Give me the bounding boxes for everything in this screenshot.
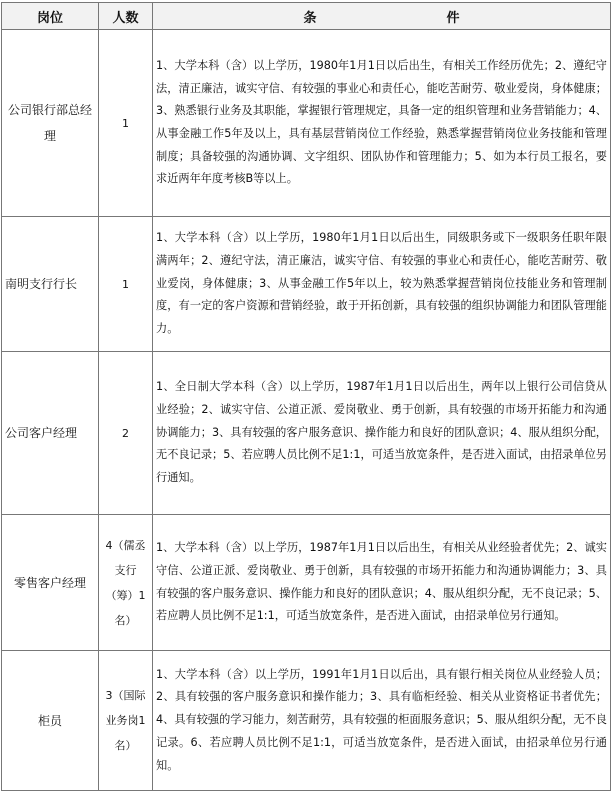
table-row <box>2 217 611 352</box>
header-position: 岗位 <box>2 3 99 30</box>
table-row <box>2 515 611 651</box>
requirements-cell: 1、大学本科（含）以上学历，1980年1月1日以后出生，有相关工作经历优先；2、遵纪守法，清正廉洁，诚实守信、有较强的事业心和责任心，能吃苦耐劳、敬业爱岗，身体健康；3、熟悉银行业务及其职能，掌握银行管理规定，具备一定的组织管理和业务营销能力；4、从事金融工作5年及以上，具有基层营销岗位工作经验，熟悉掌握营销岗位业务技能和管理制度；具备较强的沟通协调、文字组织、团队协作和管理能力；5、如为本行员工报名，要求近两年年度考核B等以上。 <box>153 30 611 217</box>
table-row <box>2 651 611 791</box>
recruitment-table <box>1 2 611 791</box>
count-cell: 2 <box>99 352 153 515</box>
header-conditions <box>153 3 611 30</box>
header-count: 人数 <box>99 3 153 30</box>
header-cond-right: 件 <box>446 10 460 26</box>
count-cell: 1 <box>99 30 153 217</box>
requirements-cell: 1、大学本科（含）以上学历，1987年1月1日以后出生，有相关从业经验者优先；2、诚实守信、公道正派、爱岗敬业、勇于创新，具有较强的市场开拓能力和沟通协调能力；3、具有较强的客户服务意识、操作能力和良好的团队意识；4、服从组织分配，无不良记录；5、若应聘人员比例不足1:1，可适当放宽条件，是否进入面试，由招录单位另行通知。 <box>153 515 611 651</box>
header-cond-left: 条 <box>303 10 317 26</box>
position-cell: 柜员 <box>2 651 99 791</box>
count-cell: 3（国际业务岗1名） <box>99 651 153 791</box>
position-cell: 零售客户经理 <box>2 515 99 651</box>
count-cell: 1 <box>99 217 153 352</box>
requirements-cell: 1、全日制大学本科（含）以上学历，1987年1月1日以后出生，两年以上银行公司信贷从业经验；2、诚实守信、公道正派、爱岗敬业、勇于创新，具有较强的市场开拓能力和沟通协调能力；3、具有较强的客户服务意识、操作能力和良好的团队意识；4、服从组织分配，无不良记录；5、若应聘人员比例不足1:1，可适当放宽条件，是否进入面试，由招录单位另行通知。 <box>153 352 611 515</box>
position-cell: 公司银行部总经理 <box>2 30 99 217</box>
count-cell: 4（儒丞支行（筹）1名） <box>99 515 153 651</box>
position-cell: 南明支行行长 <box>2 217 99 352</box>
table-header-row <box>2 3 611 30</box>
position-cell: 公司客户经理 <box>2 352 99 515</box>
requirements-cell: 1、大学本科（含）以上学历，1980年1月1日以后出生，同级职务或下一级职务任职年限满两年；2、遵纪守法，清正廉洁，诚实守信、有较强的事业心和责任心，能吃苦耐劳、敬业爱岗，身体健康；3、从事金融工作5年以上，较为熟悉掌握营销岗位技能业务和管理制度，有一定的客户资源和营销经验，敢于开拓创新，具有较强的组织协调能力和团队管理能力。 <box>153 217 611 352</box>
requirements-cell: 1、大学本科（含）以上学历，1991年1月1日以后出，具有银行相关岗位从业经验人员；2、具有较强的客户服务意识和操作能力；3、具有临柜经验、相关从业资格证书者优先；4、具有较强的学习能力，刻苦耐劳，具有较强的柜面服务意识；5、服从组织分配，无不良记录。6、若应聘人员比例不足1:1，可适当放宽条件，是否进入面试，由招录单位另行通知。 <box>153 651 611 791</box>
table-row <box>2 352 611 515</box>
table-row <box>2 30 611 217</box>
